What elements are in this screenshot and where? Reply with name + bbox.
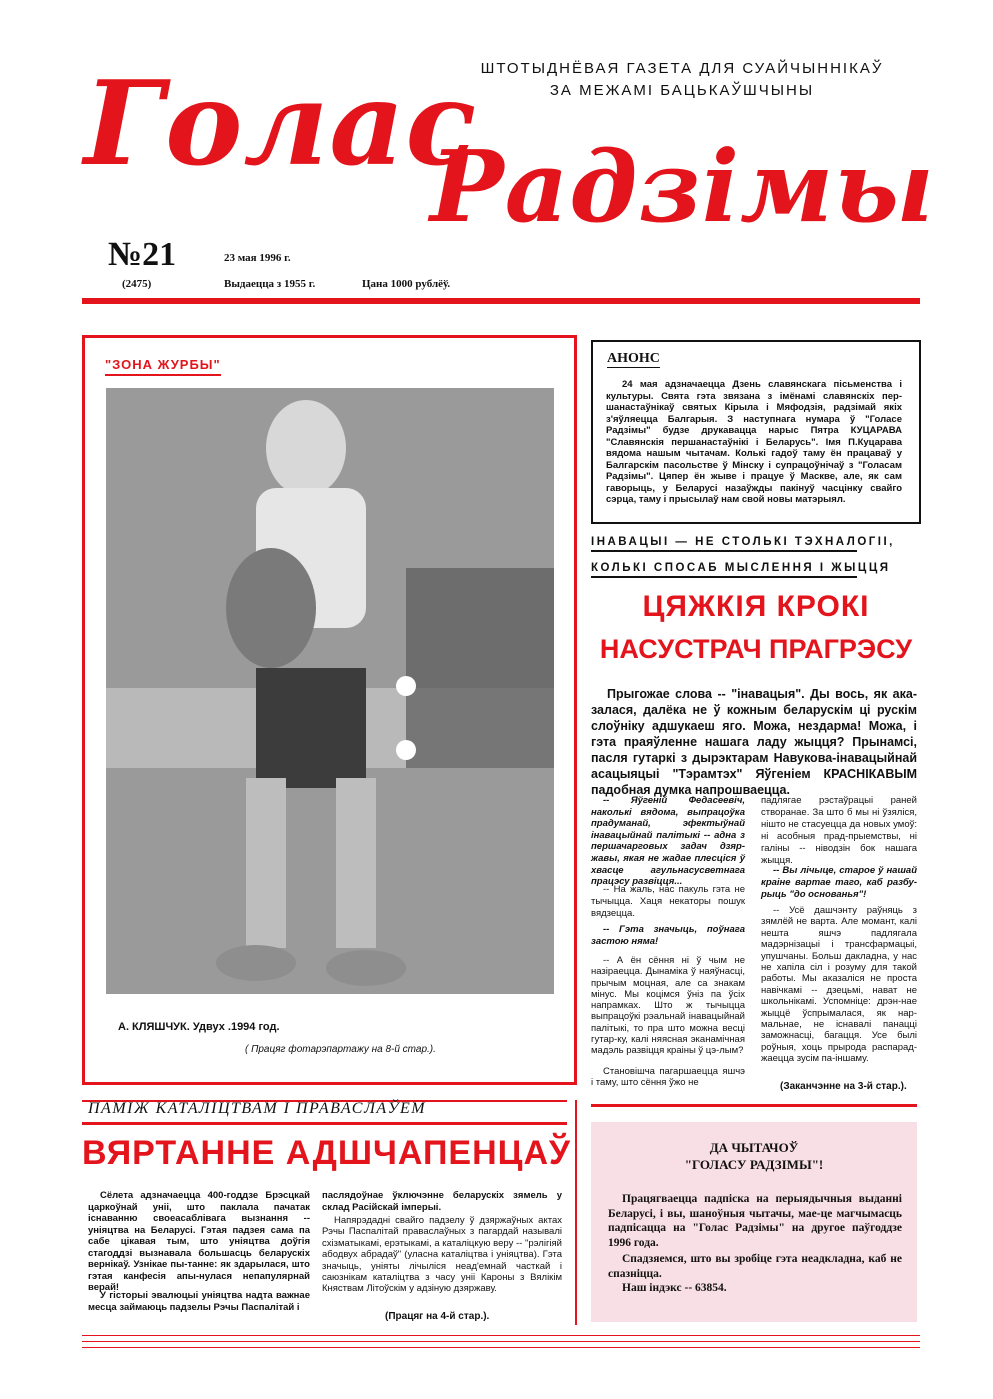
- main-col1-answer1: -- На жаль, нас пакуль гэта не тычыцца. Хаця некаторы пошук вядзецца.: [591, 884, 745, 919]
- masthead-rule: [82, 298, 920, 304]
- second-col1-p2: У гісторыі эвалюцыі уніяцтва надта важнае месца займаюць падзелы Рэчы Паспалітай і: [88, 1290, 310, 1313]
- photo-child-with-doll: [106, 388, 554, 994]
- main-headline-line2: НАСУСТРАЧ ПРАГРЭСУ: [599, 634, 913, 664]
- main-kicker-line2: КОЛЬКІ СПОСАБ МЫСЛЕННЯ І ЖЫЦЦЯ: [591, 562, 857, 578]
- second-kicker: ПАМІЖ КАТАЛІЦТВАМ І ПРАВАСЛАЎЕМ: [88, 1100, 427, 1117]
- main-headline-line1: ЦЯЖКІЯ КРОКІ: [642, 590, 870, 623]
- anons-heading: АНОНС: [607, 351, 660, 366]
- issue-number: №21: [108, 236, 177, 273]
- second-continued: (Працяг на 4-й стар.).: [385, 1311, 490, 1322]
- subscription-p3: Наш індэкс -- 63854.: [622, 1282, 727, 1294]
- founded-text: Выдаецца з 1955 г.: [224, 278, 316, 290]
- photo-rubric: "ЗОНА ЖУРБЫ": [105, 357, 221, 376]
- main-col1-question2: -- Гэта значыць, поўнага застою няма!: [591, 924, 745, 947]
- main-col1-question1: -- Яўгеній Федасеевіч, наколькі вядома, выпрацоўка прадуманай, эфектыўнай інавацыйнай палітыкі -- адна з першачарговых задач дзяр-жавы, якая не жадае плесціся ў хвасце агульнасусветнага працэсу развіцця...: [591, 795, 745, 888]
- main-kicker-line1: ІНАВАЦЫІ — НЕ СТОЛЬКІ ТЭХНАЛОГІІ,: [591, 536, 857, 552]
- main-lead: Прыгожае слова -- "інавацыя". Ды вось, як ака-залася, далёка не ў кожным беларускім ці рускім слоўніку адшукаеш яго. Можа, нездарма! Можа, і гэта праяўленне нашага ладу жыцця? Прынамсі, пасля гутаркі з дырэктарам Навукова-інавацыйнай асацыяцыі "Тэрамтэх" Яўгеніем КРАСНІКАВЫМ падобная думка напрошваецца.: [591, 687, 917, 797]
- second-col2-p2: Напярэдадні свайго падзелу ў дзяржаўных актах Рэчы Паспалітай праваслаўных з пагардай называлі схізматыкамі, ерэтыкамі, а каталіцкую веру -- "рэлігіяй абодвух абрадаў" (уласна каталіцтва і уніяцтва). Гэта значыць, уніяты лічыліся неад'емнай часткай і саюзнікам каталіцтва з часу уніі Кароны з Вялікім Княствам Літоўскім у адзіную дзяржаву.: [322, 1215, 562, 1295]
- column-divider: [575, 1100, 577, 1325]
- masthead-title-line2: Радзімы: [430, 130, 935, 245]
- photo-caption: А. КЛЯШЧУК. Удвух .1994 год.: [118, 1021, 280, 1033]
- price-text: Цана 1000 рублёў.: [362, 278, 451, 290]
- footer-rule-3: [82, 1347, 920, 1348]
- main-col1-answer3: Становішча пагаршаецца яшчэ і таму, што сёння ўжо не: [591, 1066, 745, 1089]
- photo-illustration: [106, 388, 554, 994]
- footer-rule-1: [82, 1335, 920, 1336]
- main-continued: (Заканчэнне на 3-й стар.).: [780, 1081, 907, 1092]
- second-kicker-underline: [82, 1122, 567, 1125]
- subscription-rule: [591, 1104, 917, 1107]
- main-col2-answer2: -- Усё дашчэнту раўняць з зямлёй не варта. Але момант, калі нешта яшчэ падлягала мадэрнізацыі і трансфармацыі, упушчаны. Больш дакладна, у нас не хапіла сіл і розуму для такой работы. Мы аказаліся не проста навічкамі -- дзецьмі, нават не школьнікамі. Успомніце: дрэн-нае жыццё ўспрымалася, як нар-мальнае, не існавалі панацці заможнасці, багацця. Усе былі роўныя, хоць прырода распарад-жаецца зусім па-іншаму.: [761, 905, 917, 1065]
- second-headline: ВЯРТАННЕ АДШЧАПЕНЦАЎ: [82, 1134, 572, 1172]
- footer-rule-2: [82, 1341, 920, 1342]
- main-col1-answer2: -- А ён сёння ні ў чым не назіраецца. Дынаміка ў наяўнасці, прычым моцная, але са знакам мінус. Мы коцімся ўніз па ўсіх напрамках. Што ж тычыцца выпрацоўкі рэальнай інавацыйнай палітыкі, то пра што можна весці гутар-ку, калі няясная эканамічная мадэль развіцця краіны ў цэ-лым?: [591, 955, 745, 1057]
- second-col1: Сёлета адзначаецца 400-годдзе Брэсцкай царкоўнай уніі, што паклала пачатак існаванню своеасаблівага вызнання -- уніяцтва на Беларусі. Гэтая падзея сама па сабе цікавая тым, што уніяцтва доўгія стагоддзі вызнавала большасць беларускіх вернікаў. Узнікае пы-танне: як здарылася, што гэтая канфесія апы-нулася непапулярнай верай!: [88, 1190, 310, 1293]
- subscription-p1: Працягваецца падпіска на перыядычныя выданні Беларусі, і вы, шаноўныя чытачы, мае-це магчымасць падпісацца на "Голас Радзімы" на другое паўгоддзе 1996 года.: [608, 1193, 902, 1249]
- subscription-p2: Спадзяемся, што вы зробіце гэта неадкладна, каб не спазніцца.: [608, 1253, 902, 1280]
- subscription-heading-line1: ДА ЧЫТАЧОЎ: [709, 1140, 799, 1155]
- main-col2-question1: -- Вы лічыце, старое ў нашай краіне вартае таго, каб разбу-рыць "до основанья"!: [761, 865, 917, 900]
- photo-continued: ( Працяг фотарэпартажу на 8-й стар.).: [245, 1044, 436, 1055]
- main-col2-answer1: падлягае рэстаўрацыі раней створанае. За што б мы ні ўзяліся, нішто не стасуецца да новых умоў: ні асобныя прад-прыемствы, ні галіны -- ніводзін бок нашага жыцця.: [761, 795, 917, 866]
- masthead-title-line1: Голас: [84, 56, 478, 192]
- issue-total: (2475): [122, 278, 152, 290]
- anons-text: 24 мая адзначаецца Дзень славянскага пісьменства і культуры. Свята гэта звязана з імёнамі славянскіх пер-шанастаўнікаў святых Кірыла і Мяфодзія, радзімай якіх з'яўляецца Балгарыя. З наступнага нумара ў "Голасе Радзімы" будзе друкавацца нарыс Пятра КУЦАРАВА "Славянскія першанастаўнікі і Беларусь". Імя П.Куцарава вядома нашым чытачам. Колькі гадоў таму ён працаваў у Балгарскім пасольстве ў Мінску і супрацоўнічаў з "Голасам Радзімы". Цяпер ён жыве і працуе ў Маскве, але, як сам гаворыць, у Беларусі назаўжды пакінуў часцінку свайго сэрца, таму і прысылаў нам свой новы матэрыял.: [606, 379, 902, 505]
- tagline-line1: ШТОТЫДНЁВАЯ ГАЗЕТА ДЛЯ СУАЙЧЫННІКАЎ: [480, 60, 884, 77]
- second-col2: паслядоўнае ўключэнне беларускіх зямель у склад Расійскай імперыі.: [322, 1190, 562, 1213]
- tagline-line2: ЗА МЕЖАМІ БАЦЬКАЎШЧЫНЫ: [549, 82, 815, 99]
- subscription-heading-line2: "ГОЛАСУ РАДЗІМЫ"!: [684, 1157, 824, 1172]
- issue-date: 23 мая 1996 г.: [224, 252, 291, 264]
